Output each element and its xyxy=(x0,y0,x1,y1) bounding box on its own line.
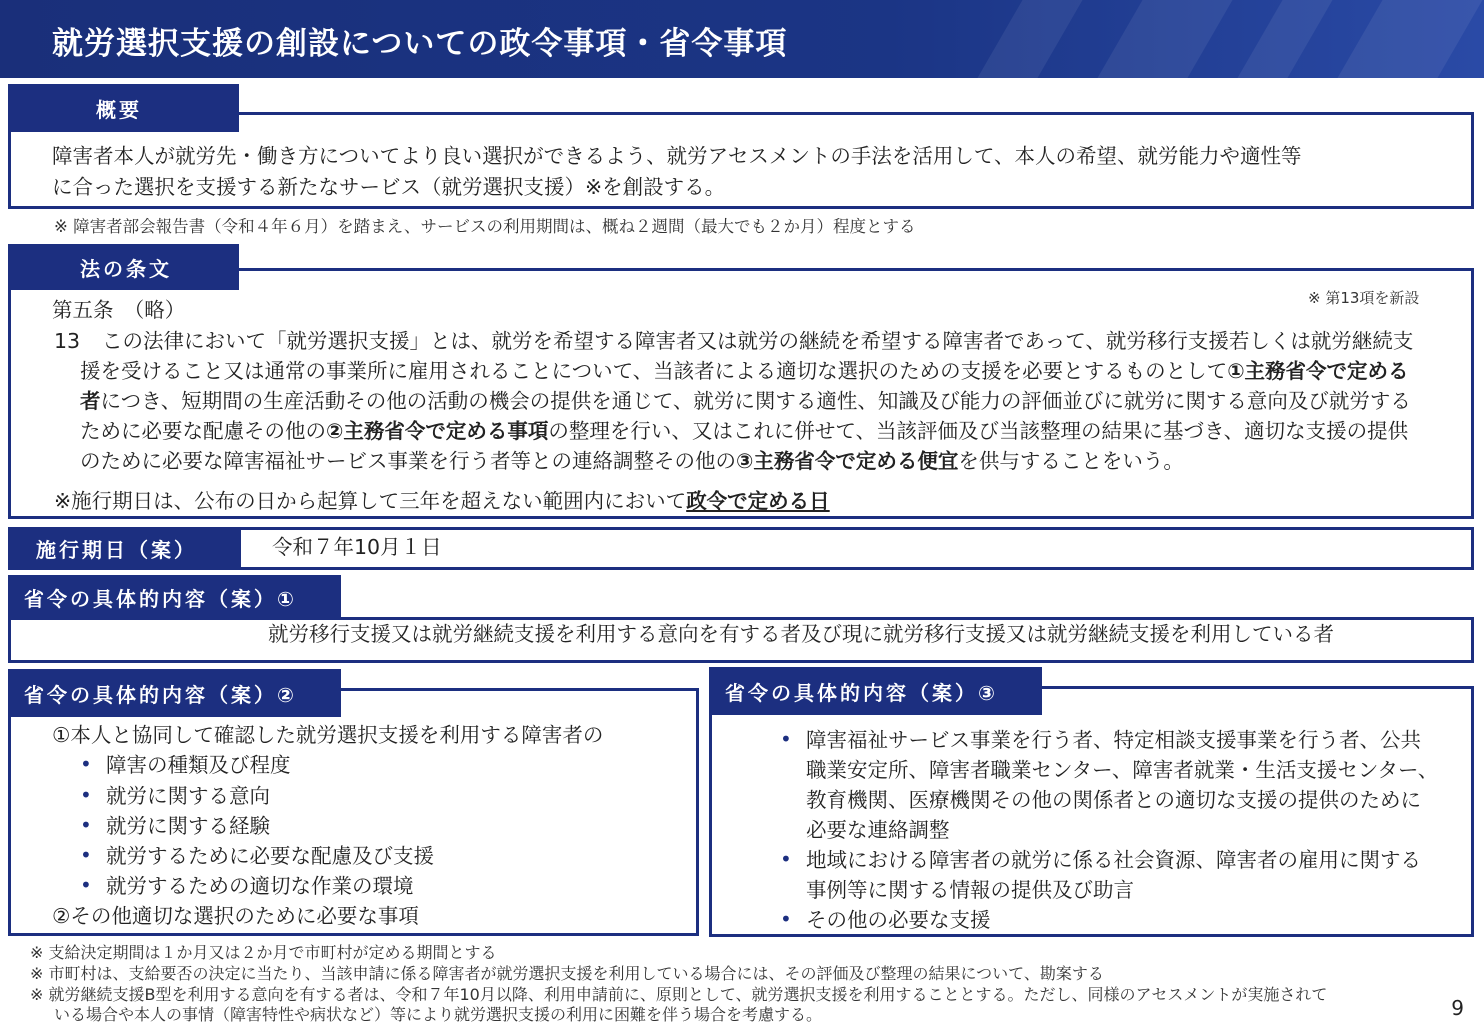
bullet-icon: • xyxy=(780,847,792,871)
decorative-stripe xyxy=(1097,0,1232,78)
enforcement-label: 施行期日（案） xyxy=(8,527,241,570)
law-article-heading: 第五条 （略） xyxy=(52,298,186,322)
ordinance3-item2-line: 地域における障害者の就労に係る社会資源、障害者の雇用に関する xyxy=(806,848,1421,872)
law-line-4: ために必要な配慮その他の②主務省令で定める事項の整理を行い、又はこれに併せて、当該評価及び当該整理の結果に基づき、適切な支援の提供 xyxy=(80,419,1409,443)
ordinance1-text: 就労移行支援又は就労継続支援を利用する意向を有する者及び現に就労移行支援又は就労継続支援を利用している者 xyxy=(268,622,1334,646)
law-line-3: 者につき、短期間の生産活動その他の活動の機会の提供を通じて、就労に関する適性、知識及び能力の評価並びに就労に関する意向及び就労する xyxy=(80,389,1411,413)
bullet-icon: • xyxy=(780,727,792,751)
bullet-icon: • xyxy=(80,783,92,807)
decorative-stripe xyxy=(1337,0,1482,78)
ordinance3-label: 省令の具体的内容（案）③ xyxy=(709,667,1042,715)
page-title: 就労選択支援の創設についての政令事項・省令事項 xyxy=(52,26,788,62)
law-effective-date: ※施行期日は、公布の日から起算して三年を超えない範囲内において政令で定める日 xyxy=(54,489,830,513)
ordinance-ref-1: ①主務省令で定める xyxy=(1227,359,1409,383)
ordinance2-outro: ②その他適切な選択のために必要な事項 xyxy=(52,904,419,928)
bullet-icon: • xyxy=(80,813,92,837)
ordinance2-item: 就労に関する経験 xyxy=(106,814,270,838)
cabinet-order-ref: 政令で定める日 xyxy=(686,489,830,513)
ordinance2-intro: ①本人と協同して確認した就労選択支援を利用する障害者の xyxy=(52,723,604,747)
ordinance2-item: 就労するために必要な配慮及び支援 xyxy=(106,844,434,868)
ordinance2-label: 省令の具体的内容（案）② xyxy=(8,669,341,717)
footnote: ※ 市町村は、支給要否の決定に当たり、当該申請に係る障害者が就労選択支援を利用している場合には、その評価及び整理の結果について、勘案する xyxy=(30,964,1104,983)
decorative-stripe xyxy=(977,0,1082,78)
title-bar xyxy=(0,0,1484,78)
overview-note: ※ 障害者部会報告書（令和４年６月）を踏まえ、サービスの利用期間は、概ね２週間（最大でも２か月）程度とする xyxy=(54,217,916,236)
law-label: 法の条文 xyxy=(8,244,239,290)
ordinance2-item: 就労するための適切な作業の環境 xyxy=(106,874,414,898)
law-line-1: この法律において「就労選択支援」とは、就労を希望する障害者又は就労の継続を希望する障害者であって、就労移行支援若しくは就労継続支 xyxy=(102,329,1414,353)
bullet-icon: • xyxy=(780,907,792,931)
overview-text-line2: に合った選択を支援する新たなサービス（就労選択支援）※を創設する。 xyxy=(52,175,726,199)
ordinance2-item: 障害の種類及び程度 xyxy=(106,753,291,777)
ordinance3-item1-line: 必要な連絡調整 xyxy=(806,818,950,842)
bullet-icon: • xyxy=(80,752,92,776)
overview-label: 概要 xyxy=(8,84,239,132)
enforcement-date: 令和７年10月１日 xyxy=(272,535,442,559)
law-new-note: ※ 第13項を新設 xyxy=(1308,289,1420,307)
ordinance2-item: 就労に関する意向 xyxy=(106,784,270,808)
page-number: 9 xyxy=(1451,996,1464,1020)
ordinance-ref-2: ②主務省令で定める事項 xyxy=(326,419,549,443)
ordinance3-item2-line: 事例等に関する情報の提供及び助言 xyxy=(806,878,1134,902)
ordinance3-item1-line: 障害福祉サービス事業を行う者、特定相談支援事業を行う者、公共 xyxy=(806,728,1421,752)
ordinance3-item1-line: 教育機関、医療機関その他の関係者との適切な支援の提供のために xyxy=(806,788,1421,812)
bullet-icon: • xyxy=(80,873,92,897)
ordinance3-item3: その他の必要な支援 xyxy=(806,908,991,932)
law-line-2: 援を受けること又は通常の事業所に雇用されることについて、当該者による適切な選択のための支援を必要とするものとして①主務省令で定める xyxy=(80,359,1409,383)
bullet-icon: • xyxy=(80,843,92,867)
ordinance3-item1-line: 職業安定所、障害者職業センター、障害者就業・生活支援センター、 xyxy=(806,758,1439,782)
ordinance-ref-3: ③主務省令で定める便宜 xyxy=(736,449,959,473)
footnote: ※ 支給決定期間は１か月又は２か月で市町村が定める期間とする xyxy=(30,943,497,962)
decorative-stripe xyxy=(1237,0,1332,78)
overview-text-line1: 障害者本人が就労先・働き方についてより良い選択ができるよう、就労アセスメントの手法を活用して、本人の希望、就労能力や適性等 xyxy=(52,144,1302,168)
ordinance1-label: 省令の具体的内容（案）① xyxy=(8,575,341,619)
footnote: いる場合や本人の事情（障害特性や病状など）等により就労選択支援の利用に困難を伴う場合を考慮する。 xyxy=(54,1005,823,1024)
footnote: ※ 就労継続支援B型を利用する意向を有する者は、令和７年10月以降、利用申請前に、原則として、就労選択支援を利用することとする。ただし、同様のアセスメントが実施されて xyxy=(30,985,1328,1004)
law-line-5: のために必要な障害福祉サービス事業を行う者等との連絡調整その他の③主務省令で定める便宜を供与することをいう。 xyxy=(80,449,1184,473)
law-paragraph-number: 13 xyxy=(54,329,81,353)
